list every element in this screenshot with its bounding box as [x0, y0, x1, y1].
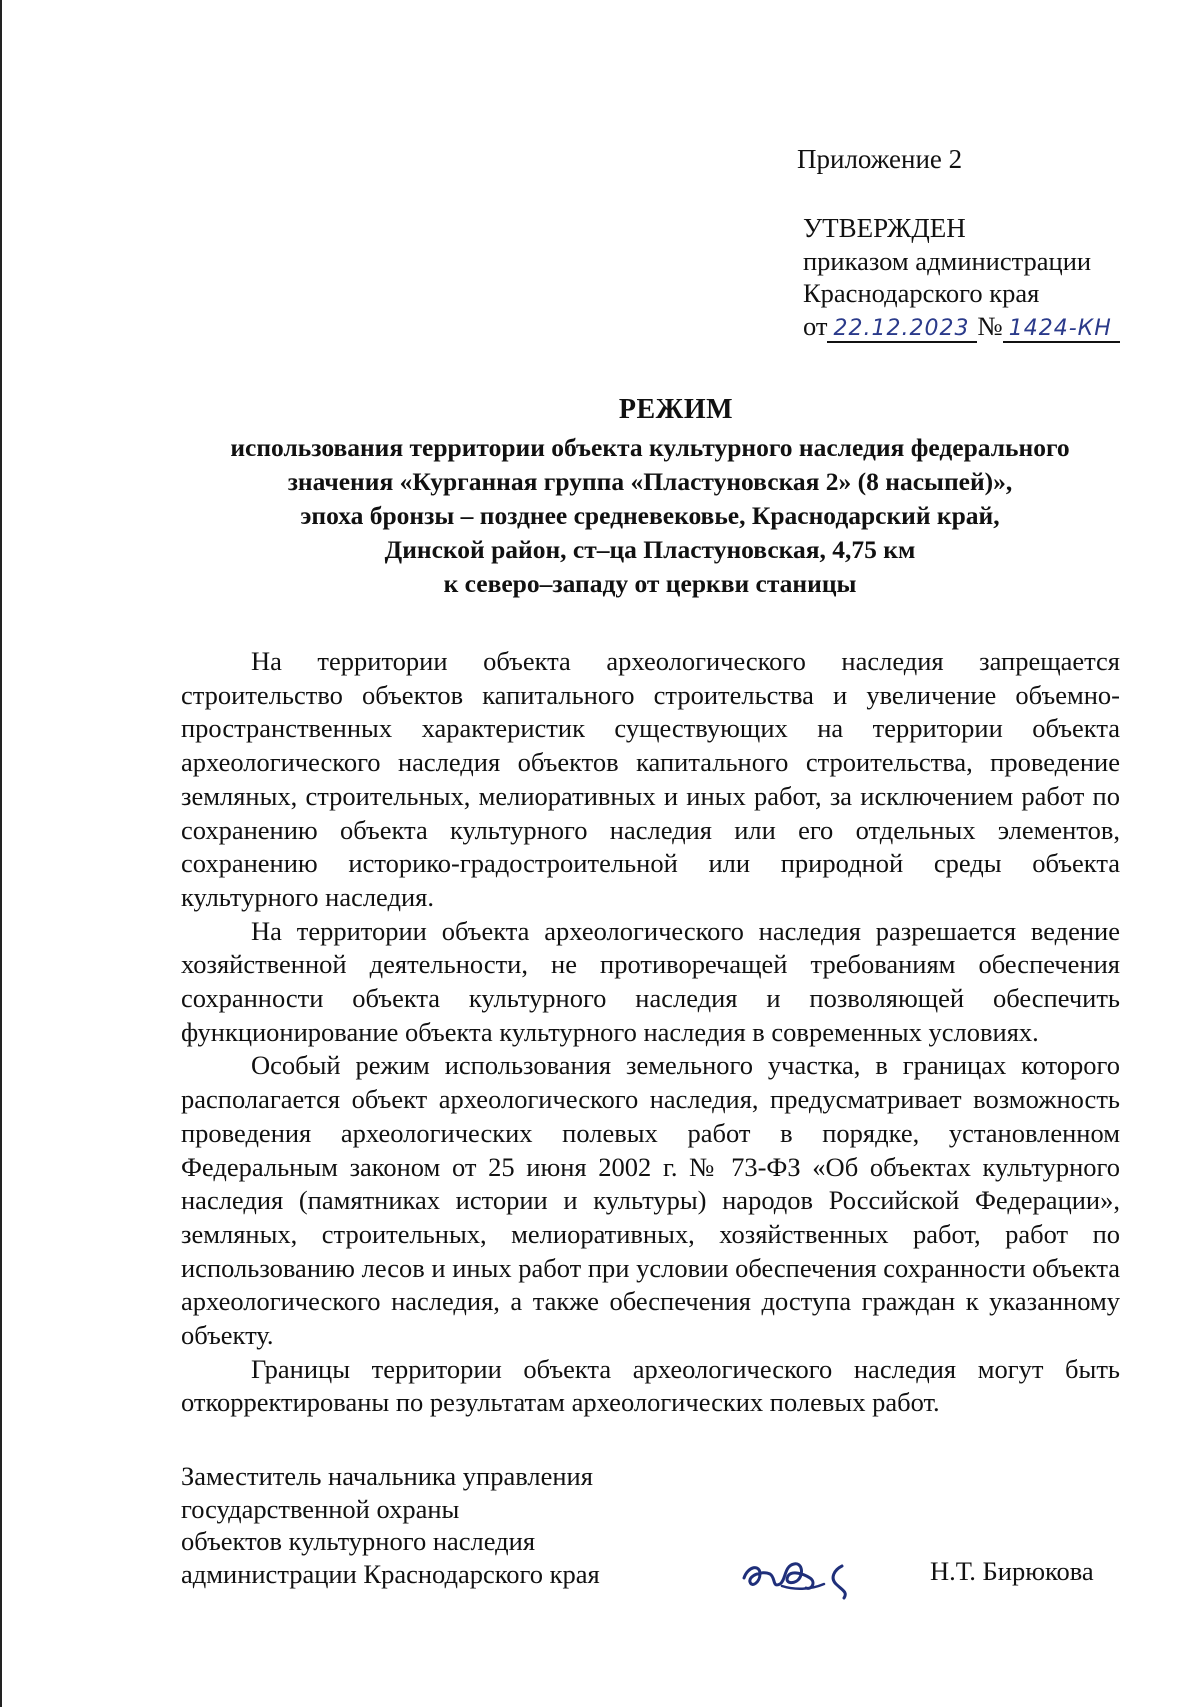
document-title	[100, 393, 1200, 601]
document-body	[181, 645, 1120, 1420]
paragraph-prohibitions: На территории объекта археологического наследия запрещается строительство объектов капитального строительства и увеличение объемно-пространственных характеристик существующих на территории объекта археологического наследия объектов капитального строительства, проведение земляных, строительных, мелиоративных и иных работ, за исключением работ по сохранению объекта культурного наследия или его отдельных элементов, сохранению историко-градостроительной или природной среды объекта культурного наследия.	[181, 646, 1120, 912]
handwritten-signature	[738, 1544, 878, 1604]
signer-position-line-3: объектов культурного наследия	[181, 1526, 536, 1556]
title-line-4: Динской район, ст–ца Пластуновская, 4,75 км	[384, 535, 916, 564]
scan-border	[0, 0, 2, 1707]
order-date-line	[803, 310, 1120, 344]
appendix-label: Приложение 2	[797, 144, 963, 174]
order-number-handwritten: 1424-КН	[1008, 315, 1112, 341]
signer-position-line-4: администрации Краснодарского края	[181, 1558, 600, 1589]
number-prefix: №	[977, 310, 1003, 341]
title-line-5: к северо–западу от церкви станицы	[443, 569, 857, 598]
title-line-3: эпоха бронзы – позднее средневековье, Краснодарский край,	[300, 501, 1000, 530]
order-date-field	[827, 314, 977, 343]
signer-position-line-1: Заместитель начальника управления	[181, 1461, 593, 1491]
signer-position-line-2: государственной охраны	[181, 1493, 460, 1524]
approved-by-line-2: Краснодарского края	[803, 278, 1040, 308]
title-line-2: значения «Курганная группа «Пластуновская 2» (8 насыпей)»,	[287, 467, 1013, 496]
signer-name: Н.Т. Бирюкова	[930, 1556, 1094, 1586]
title-main: РЕЖИМ	[618, 394, 734, 425]
paragraph-permitted-activity: На территории объекта археологического наследия разрешается ведение хозяйственной деятельности, не противоречащей требованиям обеспечения сохранности объекта культурного наследия и позволяющей обеспечить функционирование объекта культурного наследия в современных условиях.	[181, 915, 1120, 1047]
order-date-handwritten: 22.12.2023	[833, 315, 970, 341]
signer-position	[181, 1460, 600, 1590]
paragraph-special-regime: Особый режим использования земельного участка, в границах которого располагается объект археологического наследия, предусматривает возможность проведения археологических полевых работ в порядке, установленном Федеральным законом от 25 июня 2002 г. № 73-ФЗ «Об объектах культурного наследия (памятниках истории и культуры) народов Российской Федерации», земляных, строительных, мелиоративных, хозяйственных работ, работ по использованию лесов и иных работ при условии обеспечения сохранности объекта археологического наследия, а также обеспечения доступа граждан к указанному объекту.	[181, 1050, 1120, 1351]
approved-by-line-1: приказом администрации	[803, 245, 1092, 276]
paragraph-boundaries: Границы территории объекта археологического наследия могут быть откорректированы по результатам археологических полевых работ.	[181, 1353, 1120, 1418]
date-prefix: от	[803, 310, 828, 341]
approved-label: УТВЕРЖДЕН	[803, 213, 966, 243]
order-number-field	[1003, 314, 1120, 343]
approval-block	[803, 212, 1120, 344]
title-subtitle	[100, 431, 1200, 601]
title-line-1: использования территории объекта культурного наследия федерального	[230, 433, 1070, 462]
